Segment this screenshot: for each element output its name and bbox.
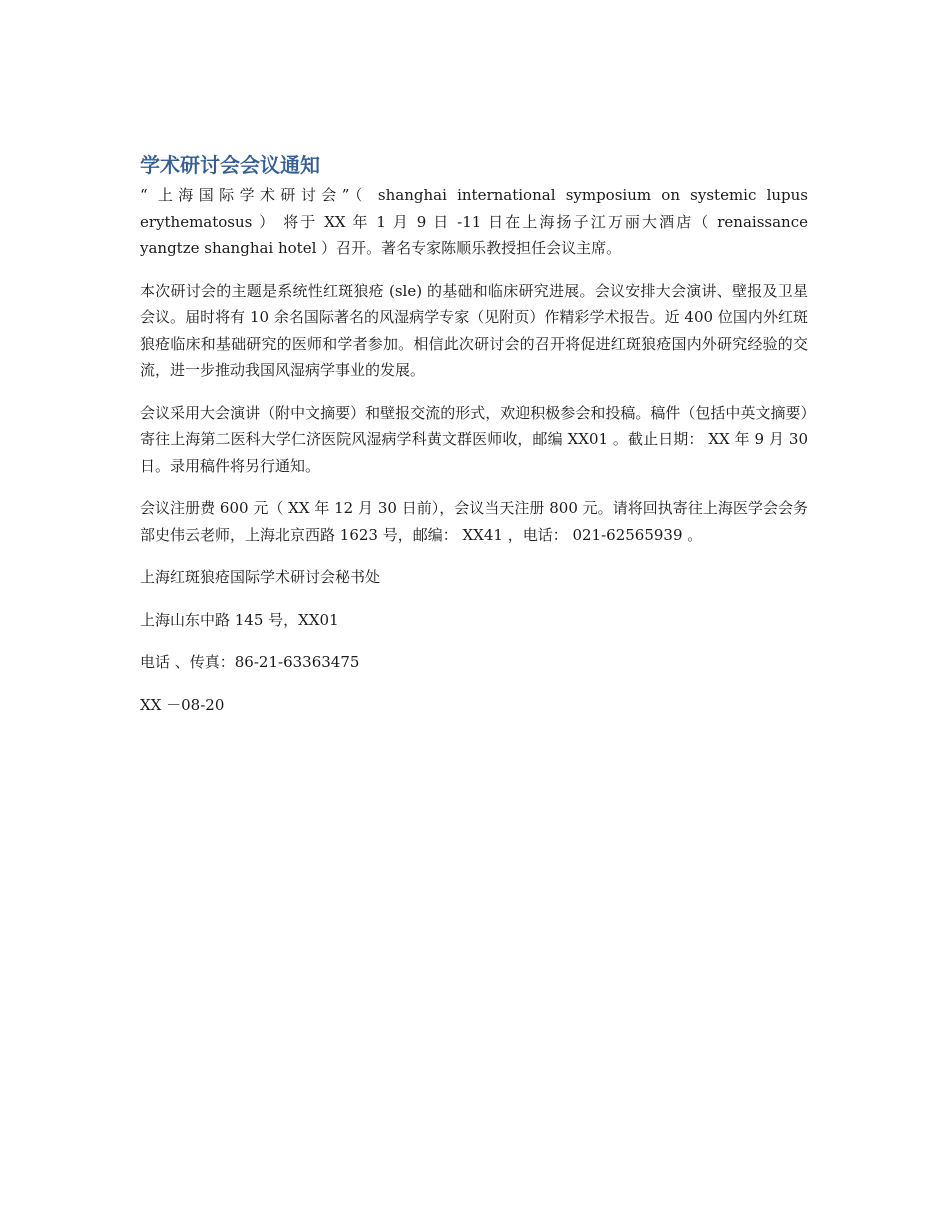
signature-date: XX －08-20 xyxy=(140,695,225,714)
signature-phone-fax: 电话 、传真：86-21-63363475 xyxy=(140,653,360,671)
paragraph-intro: “ 上海国际学术研讨会”（ shanghai international symposium on systemic lupus erythematosus ） 将于 XX 年 1 月 9 日 -11 日在上海扬子江万丽大酒店（ renaissance yangtze shanghai hotel ）召开。著名专家陈顺乐教授担任会议主席。 xyxy=(140,186,808,257)
paragraph-theme: 本次研讨会的主题是系统性红斑狼疮 (sle) 的基础和临床研究进展。会议安排大会演讲、壁报及卫星会议。届时将有 10 余名国际著名的风湿病学专家（见附页）作精彩学术报告。近 400 位国内外红斑狼疮临床和基础研究的医师和学者参加。相信此次研讨会的召开将促进红斑狼疮国内外研究经验的交流，进一步推动我国风湿病学事业的发展。 xyxy=(140,281,808,379)
document-title: 学术研讨会会议通知 xyxy=(140,153,320,177)
signature-organizer: 上海红斑狼疮国际学术研讨会秘书处 xyxy=(140,568,381,586)
signature-address: 上海山东中路 145 号，XX01 xyxy=(140,610,339,629)
paragraph-registration: 会议注册费 600 元（ XX 年 12 月 30 日前），会议当天注册 800 元。请将回执寄往上海医学会会务部史伟云老师，上海北京西路 1623 号，邮编： XX41 ，电话： 021-62565939 。 xyxy=(140,499,808,544)
document-page xyxy=(140,150,808,734)
paragraph-submission: 会议采用大会演讲（附中文摘要）和壁报交流的形式，欢迎积极参会和投稿。稿件（包括中英文摘要）寄往上海第二医科大学仁济医院风湿病学科黄文群医师收，邮编 XX01 。截止日期： XX 年 9 月 30 日。录用稿件将另行通知。 xyxy=(140,403,808,475)
